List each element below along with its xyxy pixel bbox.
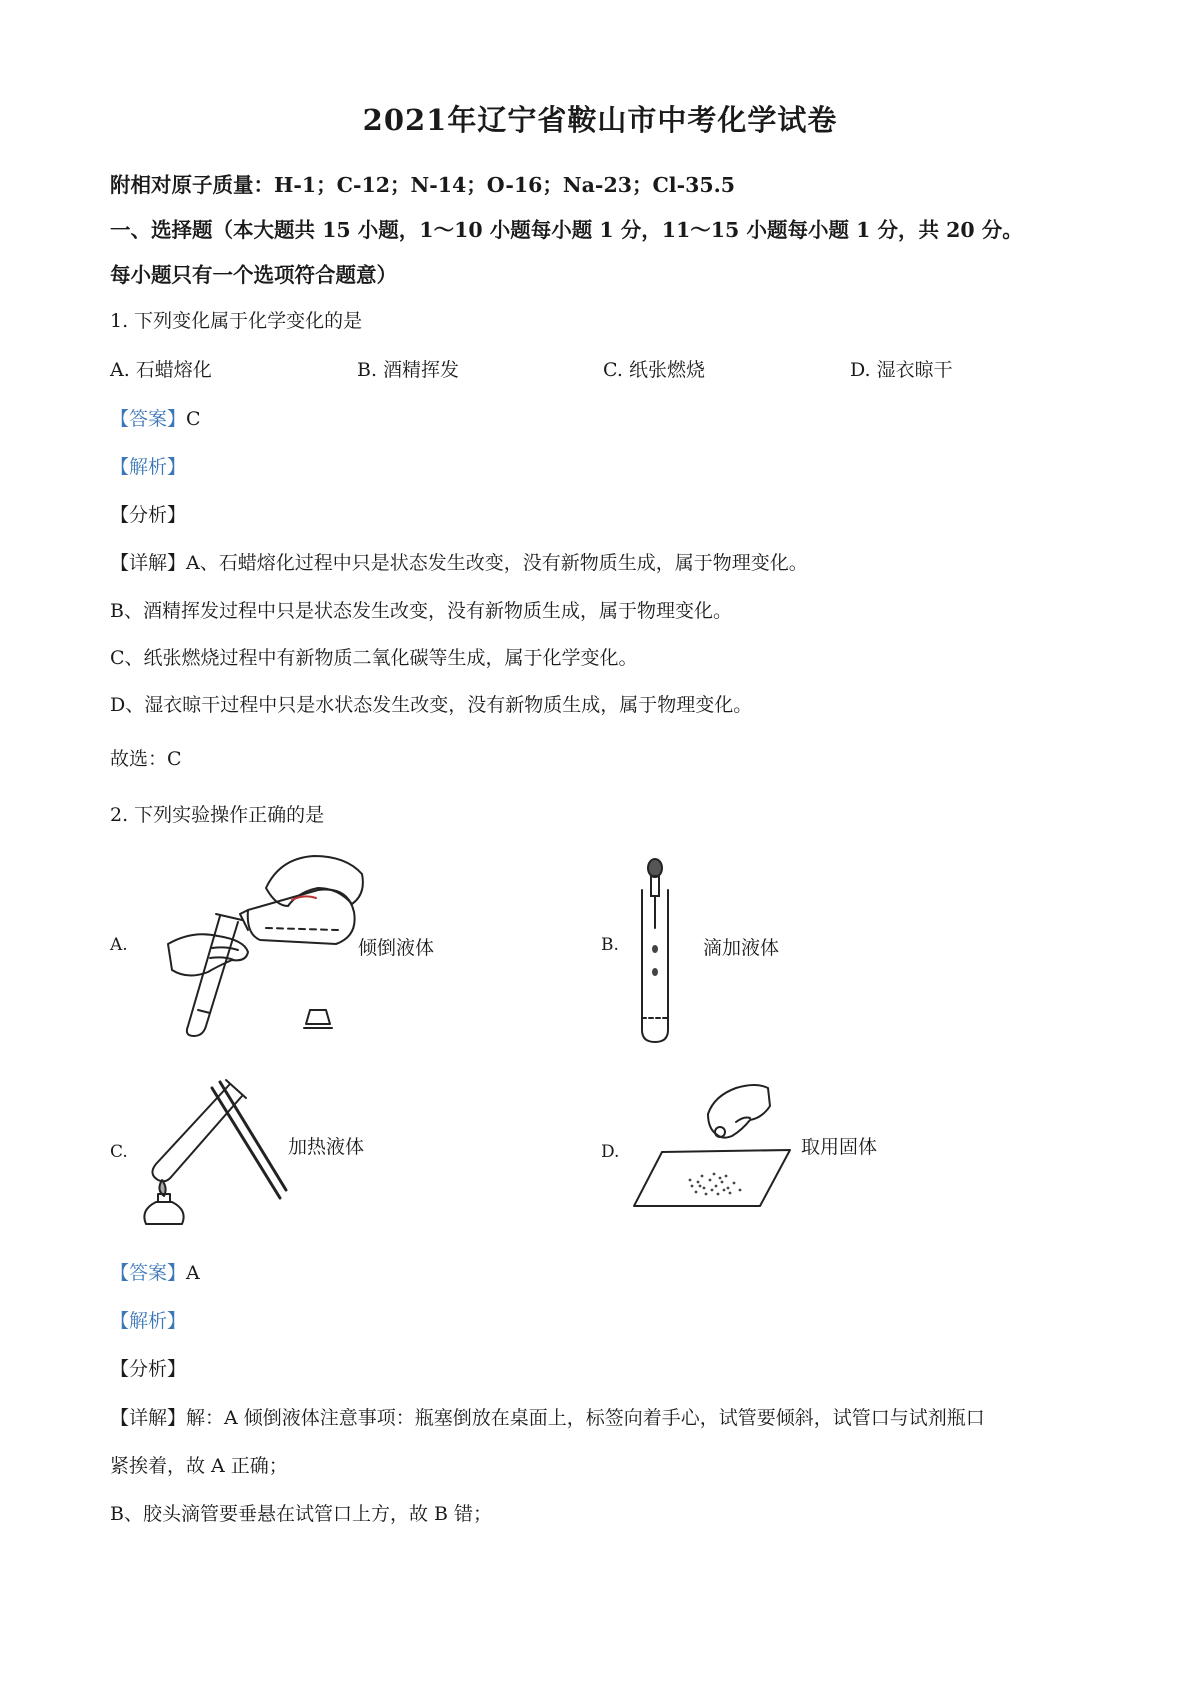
q2-analysis-label: 【解析】 — [110, 1310, 187, 1332]
q1-answer — [110, 404, 201, 431]
q1-option-c: C. 纸张燃烧 — [603, 359, 705, 381]
dropper-icon — [630, 856, 680, 1046]
q1-detail-line-4: D、湿衣晾干过程中只是水状态发生改变，没有新物质生成，属于物理变化。 — [110, 694, 753, 716]
q2-figure-a-letter: A. — [110, 935, 128, 955]
heating-liquid-icon — [138, 1078, 288, 1228]
q1-detail-line-1 — [110, 548, 808, 575]
q2-figure-b-letter: B. — [601, 935, 619, 955]
q1-option-b: B. 酒精挥发 — [357, 359, 460, 381]
q2-figure-c-caption: 加热液体 — [288, 1136, 365, 1158]
q2-figure-d-letter: D. — [601, 1142, 620, 1162]
q2-detail-line-2: 紧挨着，故 A 正确； — [110, 1455, 288, 1477]
q1-answer-label: 【答案】 — [110, 408, 187, 430]
section-heading-line2: 每小题只有一个选项符合题意） — [110, 263, 397, 287]
q1-option-a: A. 石蜡熔化 — [110, 359, 212, 381]
q1-detail-label: 【详解】 — [110, 552, 187, 574]
q2-detail-text-a: 解：A 倾倒液体注意事项：瓶塞倒放在桌面上，标签向着手心，试管要倾斜，试管口与试剂瓶口 — [186, 1407, 985, 1429]
q1-detail-line-2: B、酒精挥发过程中只是状态发生改变，没有新物质生成，属于物理变化。 — [110, 600, 732, 622]
q2-figure-d-caption: 取用固体 — [801, 1136, 878, 1158]
q2-answer — [110, 1258, 200, 1285]
pouring-liquid-icon — [148, 848, 368, 1038]
page-title: 2021年辽宁省鞍山市中考化学试卷 — [362, 103, 838, 137]
q2-stem: 2. 下列实验操作正确的是 — [110, 804, 325, 826]
q1-detail-line-3: C、纸张燃烧过程中有新物质二氧化碳等生成，属于化学变化。 — [110, 647, 638, 669]
q2-detail-line-1 — [110, 1403, 985, 1430]
q2-figure-c-letter: C. — [110, 1142, 128, 1162]
q2-detail-label: 【详解】 — [110, 1407, 187, 1429]
q1-answer-value: C — [186, 408, 201, 430]
q1-detail-text-a: A、石蜡熔化过程中只是状态发生改变，没有新物质生成，属于物理变化。 — [186, 552, 808, 574]
q1-choice: 故选：C — [110, 748, 182, 770]
q2-fenxi-label: 【分析】 — [110, 1358, 187, 1380]
q2-answer-label: 【答案】 — [110, 1262, 187, 1284]
q2-answer-value: A — [186, 1262, 200, 1284]
q2-figure-a-caption: 倾倒液体 — [358, 937, 435, 959]
q2-detail-line-3: B、胶头滴管要垂悬在试管口上方，故 B 错； — [110, 1503, 493, 1525]
q1-stem: 1. 下列变化属于化学变化的是 — [110, 310, 363, 332]
taking-solid-icon — [632, 1078, 792, 1208]
section-heading-line1: 一、选择题（本大题共 15 小题，1～10 小题每小题 1 分，11～15 小题每小题 1 分，共 20 分。 — [110, 218, 1023, 242]
atomic-masses: 附相对原子质量：H-1；C-12；N-14；O-16；Na-23；Cl-35.5 — [110, 173, 736, 197]
q1-fenxi-label: 【分析】 — [110, 504, 187, 526]
q2-figure-b-caption: 滴加液体 — [703, 937, 780, 959]
q1-analysis-label: 【解析】 — [110, 456, 187, 478]
q1-option-d: D. 湿衣晾干 — [850, 359, 953, 381]
